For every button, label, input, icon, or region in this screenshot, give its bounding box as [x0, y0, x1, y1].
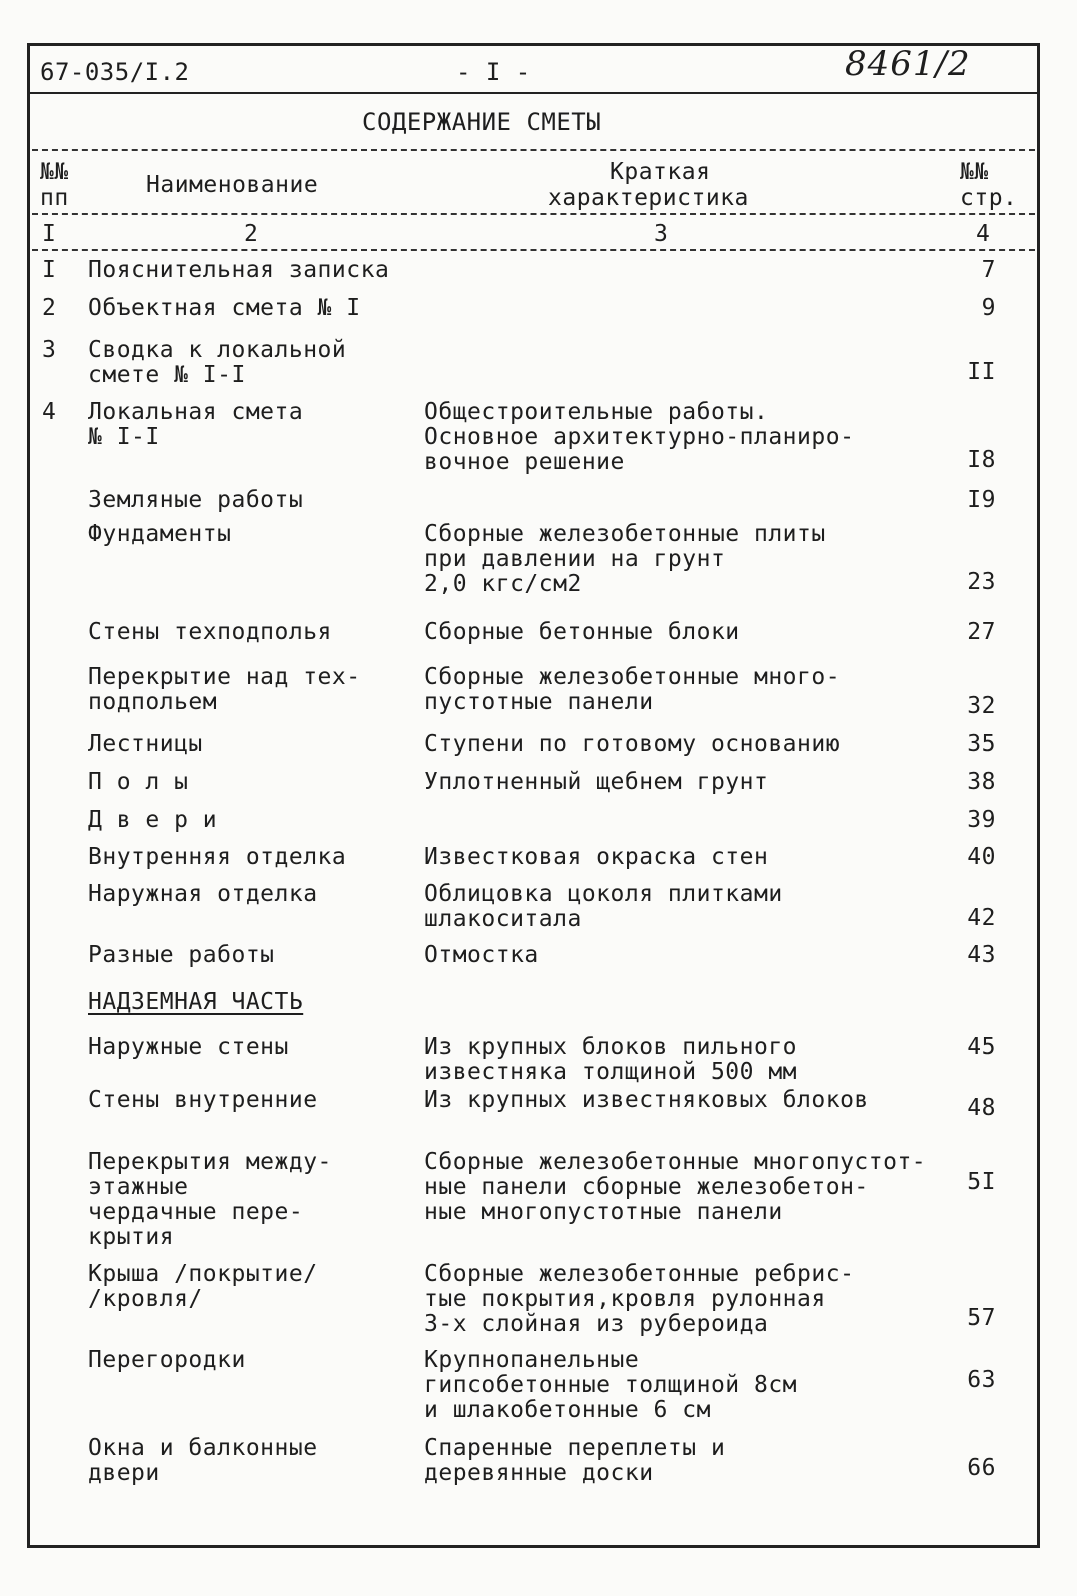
row-name: Наружные стены: [88, 1034, 289, 1060]
row-page-number: 39: [967, 807, 996, 833]
col-index-1: I: [42, 221, 57, 247]
row-name: Стены техподполья: [88, 619, 332, 645]
row-description: Основное архитектурно-планиро-: [424, 424, 855, 450]
row-page-number: 57: [967, 1305, 996, 1331]
row-name: крытия: [88, 1224, 175, 1250]
row-name: Локальная смета: [88, 399, 304, 425]
row-description: при давлении на грунт: [424, 546, 726, 572]
col-index-3: 3: [654, 221, 669, 247]
row-page-number: 40: [967, 844, 996, 870]
row-description: 3-х слойная из рубероида: [424, 1311, 769, 1337]
table-top-rule: [32, 149, 1035, 151]
row-name: Стены внутренние: [88, 1087, 318, 1113]
row-description: Сборные железобетонные много-: [424, 664, 841, 690]
row-page-number: 45: [967, 1034, 996, 1060]
document-code: 67-035/I.2: [40, 58, 190, 86]
index-bottom-rule: [32, 249, 1035, 251]
col-number-label-2: пп: [40, 185, 69, 211]
col-desc-label: Краткая: [610, 159, 711, 185]
row-description: ные многопустотные панели: [424, 1199, 783, 1225]
row-name: смете № I-I: [88, 362, 246, 388]
row-name: Перекрытия между-: [88, 1149, 332, 1175]
row-name: Разные работы: [88, 942, 275, 968]
row-description: деревянные доски: [424, 1460, 654, 1486]
row-name: Объектная смета № I: [88, 295, 361, 321]
row-page-number: 38: [967, 769, 996, 795]
col-page-label: №№: [960, 159, 989, 185]
row-description: пустотные панели: [424, 689, 654, 715]
row-page-number: 48: [967, 1095, 996, 1121]
row-number: 3: [42, 337, 57, 363]
row-page-number: 42: [967, 905, 996, 931]
header-rule: [30, 92, 1037, 94]
col-page-label-2: стр.: [960, 185, 1018, 211]
row-page-number: 63: [967, 1367, 996, 1393]
row-description: ные панели сборные железобетон-: [424, 1174, 869, 1200]
row-name: П о л ы: [88, 769, 189, 795]
row-name: НАДЗЕМНАЯ ЧАСТЬ: [88, 989, 304, 1015]
col-index-4: 4: [976, 221, 991, 247]
row-name: Перекрытие над тех-: [88, 664, 361, 690]
row-description: Ступени по готовому основанию: [424, 731, 841, 757]
row-description: Уплотненный щебнем грунт: [424, 769, 769, 795]
col-number-label: №№: [40, 159, 69, 185]
row-page-number: 9: [981, 295, 996, 321]
row-description: Сборные бетонные блоки: [424, 619, 740, 645]
row-page-number: 66: [967, 1455, 996, 1481]
row-description: Сборные железобетонные плиты: [424, 521, 826, 547]
row-name: подпольем: [88, 689, 218, 715]
page-number: - I -: [456, 58, 531, 86]
row-page-number: II: [967, 359, 996, 385]
row-description: Сборные железобетонные ребрис-: [424, 1261, 855, 1287]
row-name: Земляные работы: [88, 487, 304, 513]
document-title: СОДЕРЖАНИЕ СМЕТЫ: [362, 108, 602, 136]
row-name: Сводка к локальной: [88, 337, 347, 363]
row-name: чердачные пере-: [88, 1199, 304, 1225]
row-description: Известковая окраска стен: [424, 844, 769, 870]
row-name: Крыша /покрытие/: [88, 1261, 318, 1287]
row-name: Перегородки: [88, 1347, 246, 1373]
row-page-number: I9: [967, 487, 996, 513]
handwritten-number: 8461/2: [845, 44, 971, 84]
row-name: Д в е р и: [88, 807, 218, 833]
row-name: Лестницы: [88, 731, 203, 757]
row-description: Сборные железобетонные многопустот-: [424, 1149, 927, 1175]
col-index-2: 2: [244, 221, 259, 247]
row-page-number: 35: [967, 731, 996, 757]
row-description: 2,0 кгс/см2: [424, 571, 582, 597]
row-page-number: 23: [967, 569, 996, 595]
row-name: Внутренняя отделка: [88, 844, 347, 870]
row-description: известняка толщиной 500 мм: [424, 1059, 798, 1085]
row-description: Из крупных известняковых блоков: [424, 1087, 869, 1113]
row-name: этажные: [88, 1174, 189, 1200]
row-name: /кровля/: [88, 1286, 203, 1312]
row-number: 4: [42, 399, 57, 425]
row-description: Из крупных блоков пильного: [424, 1034, 798, 1060]
row-description: и шлакобетонные 6 см: [424, 1397, 711, 1423]
col-desc-label-2: характеристика: [548, 185, 749, 211]
row-description: Спаренные переплеты и: [424, 1435, 726, 1461]
row-description: гипсобетонные толщиной 8см: [424, 1372, 798, 1398]
row-number: I: [42, 257, 57, 283]
row-page-number: 27: [967, 619, 996, 645]
row-description: Крупнопанельные: [424, 1347, 640, 1373]
row-name: двери: [88, 1460, 160, 1486]
row-description: Отмостка: [424, 942, 539, 968]
row-name: Наружная отделка: [88, 881, 318, 907]
header-bottom-rule: [32, 213, 1035, 215]
row-name: Окна и балконные: [88, 1435, 318, 1461]
row-page-number: 5I: [967, 1169, 996, 1195]
row-page-number: 7: [981, 257, 996, 283]
row-name: Пояснительная записка: [88, 257, 390, 283]
row-description: Облицовка цоколя плитками: [424, 881, 783, 907]
col-name-label: Наименование: [146, 172, 319, 198]
row-description: тые покрытия,кровля рулонная: [424, 1286, 826, 1312]
row-number: 2: [42, 295, 57, 321]
row-description: вочное решение: [424, 449, 625, 475]
row-page-number: I8: [967, 447, 996, 473]
row-page-number: 43: [967, 942, 996, 968]
row-name: № I-I: [88, 424, 160, 450]
row-name: Фундаменты: [88, 521, 232, 547]
row-description: Общестроительные работы.: [424, 399, 769, 425]
row-description: шлакоситала: [424, 906, 582, 932]
row-page-number: 32: [967, 693, 996, 719]
